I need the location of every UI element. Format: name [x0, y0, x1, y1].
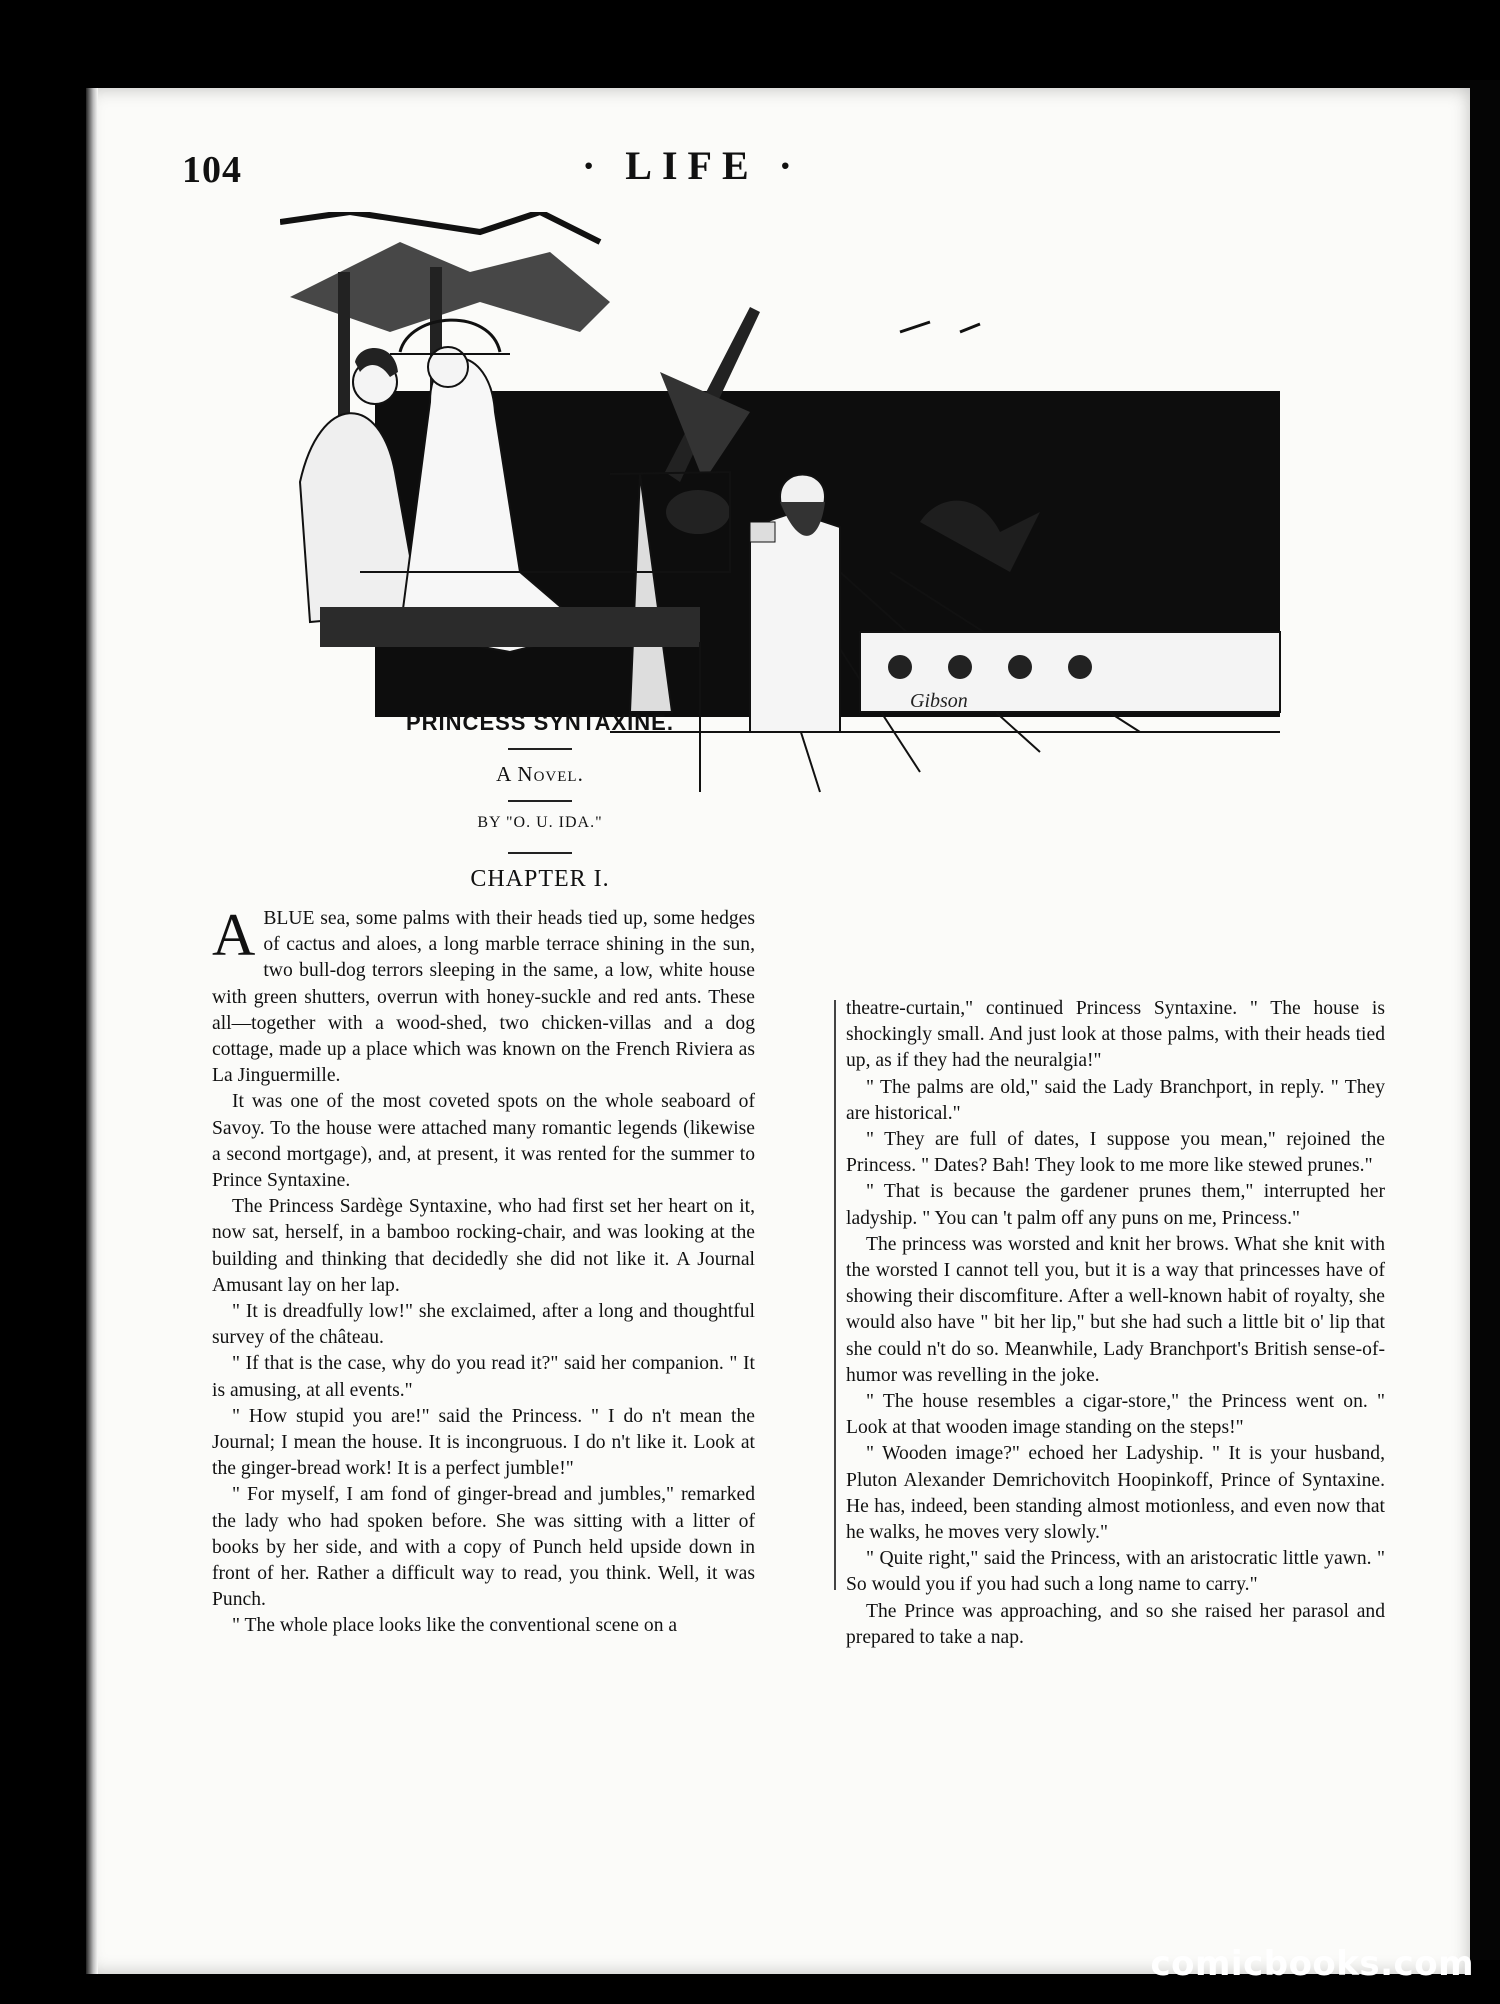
story-byline: BY "O. U. IDA.": [477, 814, 603, 831]
paragraph: " The palms are old," said the Lady Branchport, in reply. " They are historical.": [846, 1076, 1385, 1124]
masthead: · LIFE ·: [581, 143, 803, 188]
byline-rule: [508, 852, 572, 854]
paragraph: " Wooden image?" echoed her Ladyship. " It is your husband, Pluton Alexander Demrichovitch Hoopinkoff, Prince of Syntaxine. He has, indeed, been standing almost motionless, and even now that he walks, he moves very slowly.": [846, 1443, 1385, 1544]
paragraph: " If that is the case, why do you read it?" said her companion. " It is amusing, at all events.": [212, 1353, 755, 1401]
left-column: [212, 902, 755, 1640]
page-number: 104: [182, 149, 242, 191]
artist-signature: Gibson: [910, 690, 968, 712]
paragraph: " They are full of dates, I suppose you mean," rejoined the Princess. " Dates? Bah! They look to me more like stewed prunes.": [846, 1129, 1385, 1177]
story-illustration: [280, 212, 1290, 972]
paragraph: " That is because the gardener prunes them," interrupted her ladyship. " You can 't palm off any puns on me, Princess.": [846, 1181, 1385, 1229]
paragraph: The Prince was approaching, and so she raised her parasol and prepared to take a nap.: [846, 1600, 1385, 1648]
column-divider: [834, 1000, 836, 1590]
paragraph: " The whole place looks like the conventional scene on a: [232, 1615, 678, 1637]
right-column: [846, 996, 1385, 1651]
drop-cap: A: [212, 902, 256, 968]
paragraph: " The house resembles a cigar-store," the Princess went on. " Look at that wooden image standing on the steps!": [846, 1391, 1385, 1439]
title-rule: [508, 748, 572, 750]
paragraph: " It is dreadfully low!" she exclaimed, after a long and thoughtful survey of the château.: [212, 1301, 755, 1349]
subtitle-rule: [508, 800, 572, 802]
scan-border: [0, 0, 1500, 90]
chapter-heading: CHAPTER I.: [470, 866, 610, 892]
paragraph: theatre-curtain," continued Princess Syntaxine. " The house is shockingly small. And just look at those palms, with their heads tied up, as if they had the neuralgia!": [846, 998, 1385, 1072]
watermark[interactable]: comicbooks.com: [1150, 1944, 1474, 1984]
paragraph: " For myself, I am fond of ginger-bread and jumbles," remarked the lady who had spoken before. She was sitting with a litter of books by her side, and with a copy of Punch held upside down in front of her. Rather a difficult way to read, you think. Well, it was Punch.: [212, 1484, 755, 1611]
paragraph: " Quite right," said the Princess, with an aristocratic little yawn. " So would you if you had such a long name to carry.": [846, 1548, 1385, 1596]
paragraph: The princess was worsted and knit her brows. What she knit with the worsted I cannot tell you, but it is a way that princesses have of showing their discomfiture. After a well-known habit of royalty, she would also have " bit her lip," but she had such a little bit o' lip that she could n't do so. Meanwhile, Lady Branchport's British sense-of-humor was revelling in the joke.: [846, 1233, 1385, 1386]
paragraph: " How stupid you are!" said the Princess. " I do n't mean the Journal; I mean the house. It is incongruous. I do n't like it. Look at the ginger-bread work! It is a perfect jumble!": [212, 1405, 755, 1480]
paragraph: The Princess Sardège Syntaxine, who had first set her heart on it, now sat, herself, in a bamboo rocking-chair, and was looking at the building and thinking that decidedly she did not like it. A Journal Amusant lay on her lap.: [212, 1196, 755, 1296]
story-subtitle: A Novel.: [496, 762, 584, 786]
page-edge-shadow: [86, 88, 98, 1974]
paragraph: It was one of the most coveted spots on the whole seaboard of Savoy. To the house were attached many romantic legends (likewise a second mortgage), and, at present, it was rented for the summer to Prince Syntaxine.: [212, 1091, 755, 1192]
paragraph: ABLUE sea, some palms with their heads tied up, some hedges of cactus and aloes, a long marble terrace shining in the sun, two bull-dog terrors sleeping in the same, a low, white house with green shutters, overrun with honey-suckle and red ants. These all—together with a wood-shed, two chicken-villas and a dog cottage, made up a place which was known on the French Riviera as La Jinguermille.: [212, 902, 755, 1087]
story-title: PRINCESS SYNTAXINE.: [406, 710, 674, 735]
